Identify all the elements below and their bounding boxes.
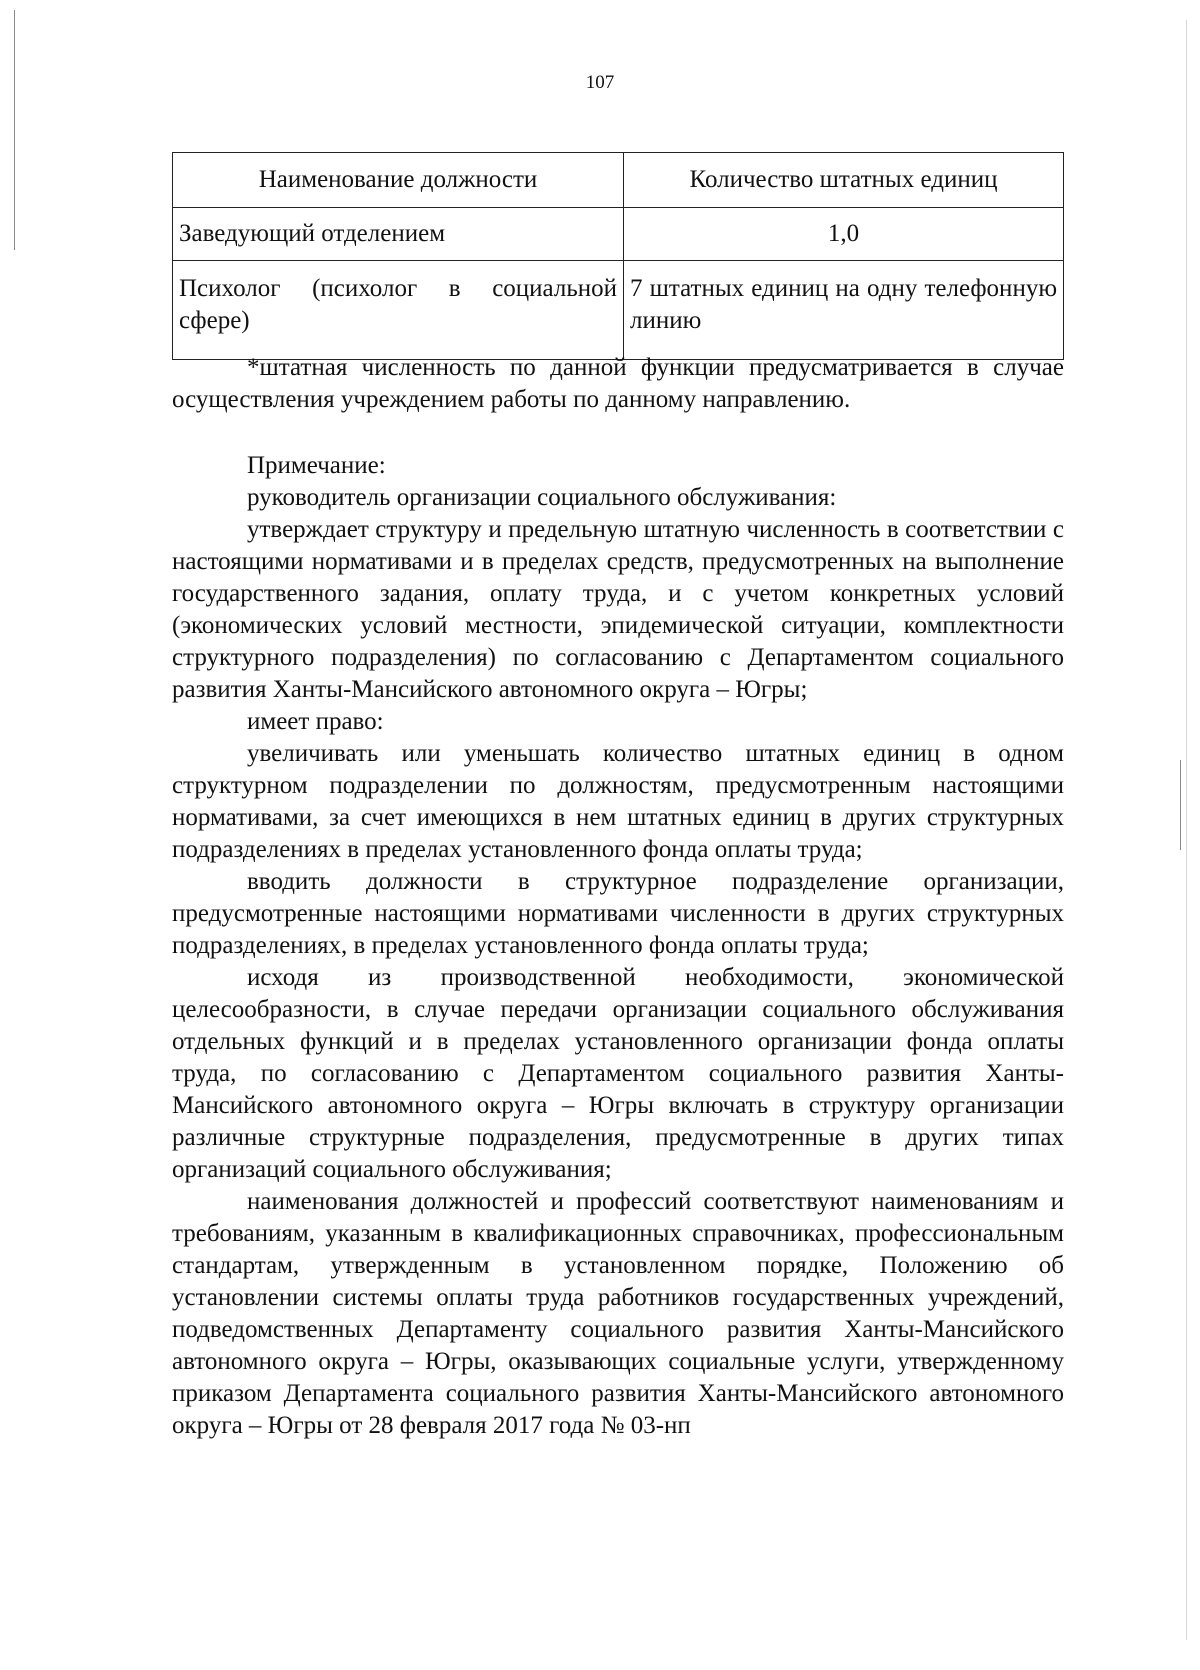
table-row	[173, 208, 1064, 261]
note-paragraph: имеет право:	[247, 708, 384, 735]
note-paragraph: вводить должности в структурное подразделение организации, предусмотренные настоящими нормативами численности в других структурных подразделениях, в пределах установленного фонда оплаты труда;	[172, 868, 1064, 959]
position-cell: Заведующий отделением	[173, 208, 624, 261]
note-paragraph: исходя из производственной необходимости, экономической целесообразности, в случае передачи организации социального обслуживания отдельных функций и в пределах установленного организации фонда оплаты труда, по согласованию с Департаментом социального развития Ханты-Мансийского автономного округа – Югры включать в структуру организации различные структурные подразделения, предусмотренные в других типах организаций социального обслуживания;	[172, 964, 1064, 1183]
header-position: Наименование должности	[173, 153, 624, 208]
notes-heading: Примечание:	[247, 452, 386, 479]
footnote-text: *штатная численность по данной функции предусматривается в случае осуществления учреждением работы по данному направлению.	[172, 354, 1064, 413]
note-paragraph: утверждает структуру и предельную штатную численность в соответствии с настоящими нормативами и в пределах средств, предусмотренных на выполнение государственного задания, оплату труда, и с учетом конкретных условий (экономических условий местности, эпидемической ситуации, комплектности структурного подразделения) по согласованию с Департаментом социального развития Ханты-Мансийского автономного округа – Югры;	[172, 516, 1064, 703]
table-header-row	[173, 153, 1064, 208]
note-paragraph: увеличивать или уменьшать количество штатных единиц в одном структурном подразделении по должностям, предусмотренным настоящими нормативами, за счет имеющихся в нем штатных единиц в других структурных подразделениях в пределах установленного фонда оплаты труда;	[172, 740, 1064, 863]
position-cell: Психолог (психолог в социальной сфере)	[173, 261, 624, 360]
header-count: Количество штатных единиц	[624, 153, 1064, 208]
footnote	[172, 352, 1064, 416]
page-number: 107	[585, 72, 615, 93]
count-cell: 1,0	[624, 208, 1064, 261]
note-paragraph: руководитель организации социального обслуживания:	[247, 484, 837, 511]
count-cell: 7 штатных единиц на одну телефонную линию	[624, 261, 1064, 360]
table-row	[173, 261, 1064, 360]
staff-table	[172, 152, 1064, 360]
notes-section	[172, 450, 1064, 1442]
note-paragraph: наименования должностей и профессий соответствуют наименованиям и требованиям, указанным в квалификационных справочниках, профессиональным стандартам, утвержденным в установленном порядке, Положению об установлении системы оплаты труда работников государственных учреждений, подведомственных Департаменту социального развития Ханты-Мансийского автономного округа – Югры, оказывающих социальные услуги, утвержденному приказом Департамента социального развития Ханты-Мансийского автономного округа – Югры от 28 февраля 2017 года № 03-нп	[172, 1188, 1064, 1439]
